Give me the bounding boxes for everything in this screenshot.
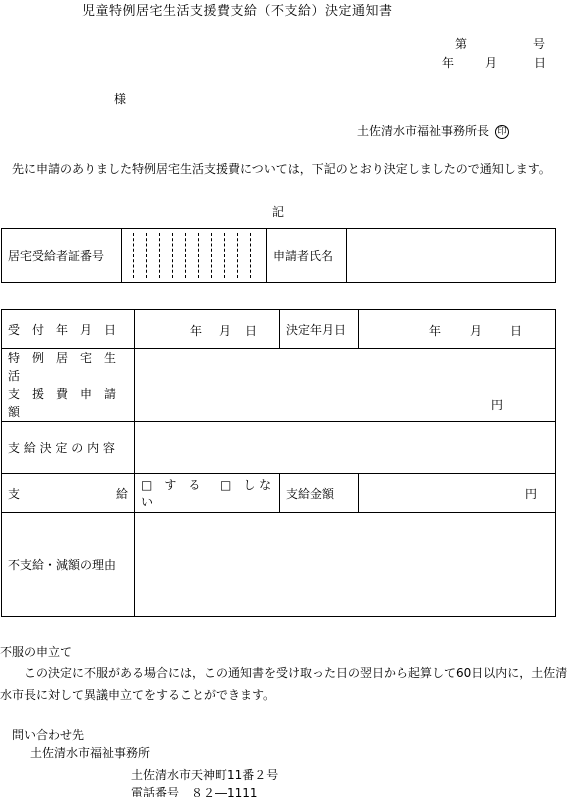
objection-heading: 不服の申立て [0, 645, 73, 659]
number-prefix: 第 [455, 37, 468, 51]
decision-content-cell[interactable] [135, 422, 556, 474]
date-month: 月 [485, 56, 498, 70]
objection-body: この決定に不服がある場合には，この通知書を受け取った日の翌日から起算して60日以内に，土佐清水市長に対して異議申立てをすることができます。 [0, 666, 568, 702]
decision-date-cell[interactable]: 年 月 日 [359, 310, 556, 349]
cert-number-label: 居宅受給者証番号 [2, 229, 122, 283]
seal-icon: 印 [495, 125, 509, 139]
number-suffix: 号 [533, 37, 546, 51]
contact-heading: 問い合わせ先 [12, 728, 85, 742]
payment-options [135, 474, 280, 513]
option-yes-checkbox[interactable]: □ す る [141, 478, 201, 492]
date-day: 日 [534, 56, 547, 70]
issuer-line [357, 122, 509, 139]
decision-content-label: 支 給 決 定 の 内 容 [2, 422, 135, 474]
document-title: 児童特例居宅生活支援費支給（不支給）決定通知書 [82, 4, 393, 19]
decision-table [1, 309, 556, 617]
issuer-name: 土佐清水市福祉事務所長 [357, 124, 490, 138]
received-date-cell[interactable]: 年 月 日 [135, 310, 280, 349]
certificate-table [1, 228, 556, 283]
applicant-name-label: 申請者氏名 [267, 229, 347, 283]
option-no-checkbox[interactable]: □ し な い [141, 478, 272, 509]
applicant-name-cell[interactable] [347, 229, 556, 283]
reason-cell[interactable] [135, 513, 556, 617]
ki-heading: 記 [272, 205, 285, 219]
addressee-suffix: 様 [114, 92, 127, 106]
cert-number-cells[interactable] [122, 229, 267, 283]
date-year: 年 [442, 56, 455, 70]
received-date-label: 受 付 年 月 日 [2, 310, 135, 349]
contact-tel: 電話番号 ８２―1111 [131, 786, 258, 797]
notice-body: 先に申請のありました特例居宅生活支援費については，下記のとおり決定しましたので通知します。 [0, 162, 551, 176]
reason-label: 不支給・減額の理由 [2, 513, 135, 617]
payment-label: 支 給 [2, 474, 135, 513]
requested-amount-label: 特 例 居 宅 生 活 支 援 費 申 請 額 [2, 349, 135, 422]
pay-amount-cell[interactable]: 円 [359, 474, 556, 513]
decision-date-label: 決定年月日 [280, 310, 359, 349]
pay-amount-label: 支給金額 [280, 474, 359, 513]
requested-amount-cell[interactable]: 円 [135, 349, 556, 422]
contact-address: 土佐清水市天神町11番２号 [131, 768, 279, 782]
contact-office: 土佐清水市福祉事務所 [30, 746, 151, 760]
